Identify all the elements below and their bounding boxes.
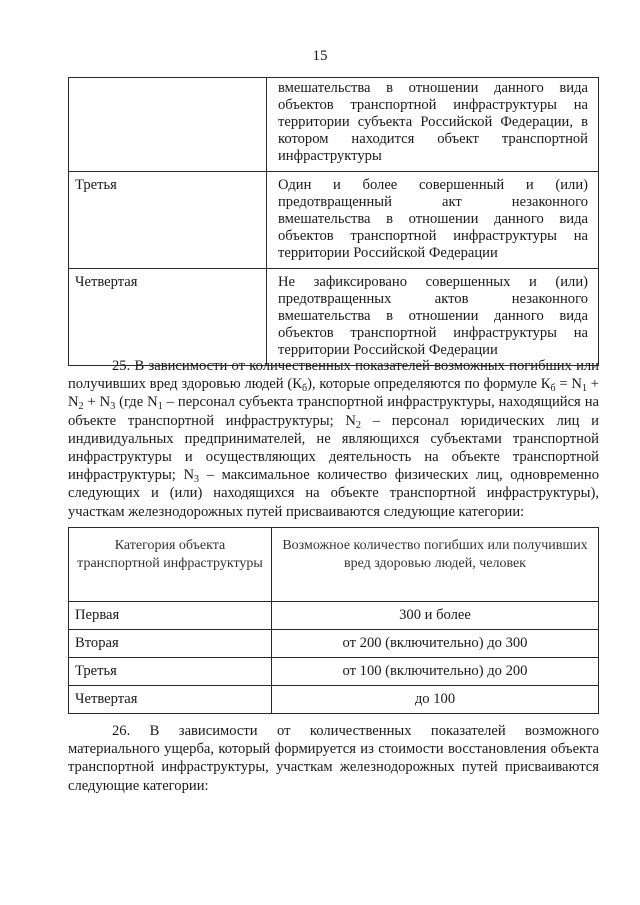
category-cell: Вторая [69,630,272,658]
category-cell: Третья [69,658,272,686]
value-cell: до 100 [272,686,599,714]
table-row [69,630,599,658]
table-row [69,172,599,269]
page-number: 15 [312,48,328,64]
category-cell: Первая [69,602,272,630]
category-cell [69,78,267,172]
table-row [69,269,599,366]
paragraph-26: 26. В зависимости от количественных показателей возможного материального ущерба, который формируется из стоимости восстановления объекта транспортной инфраструктуры, участкам железнодорожных путей присваиваются следующие категории: [68,723,599,794]
category-criteria-table [68,77,599,366]
category-cell: Третья [69,172,267,269]
table-row [69,686,599,714]
paragraph-25: 25. В зависимости от количественных показателей возможных погибших или получивших вред здоровью людей $(К_б)$, которые определяются по формуле $К_б = N_1 + N_2 + N_3$ (где $N_1$ – персонал субъекта транспортной инфраструктуры, находящийся на объекте транспортной инфраструктуры; $N_2$ – персонал юридических лиц и индивидуальных предпринимателей, не являющихся субъектами транспортной инфраструктуры и осуществляющих деятельность на объекте транспортной инфраструктуры; $N_3$ – максимальное количество физических лиц, одновременно следующих и (или) находящихся на объекте транспортной инфраструктуры), участкам железнодорожных путей присваиваются следующие категории: [68,358,599,520]
table-row [69,658,599,686]
description-cell: вмешательства в отношении данного вида объектов транспортной инфраструктуры на территории субъекта Российской Федерации, в котором находится объект транспортной инфраструктуры [267,78,599,172]
header-value: Возможное количество погибших или получивших вред здоровью людей, человек [272,528,599,602]
casualties-category-table [68,527,599,714]
value-cell: от 100 (включительно) до 200 [272,658,599,686]
header-category: Категория объекта транспортной инфраструктуры [69,528,272,602]
table-row [69,602,599,630]
description-cell: Один и более совершенный и (или) предотвращенный акт незаконного вмешательства в отношении данного вида объектов транспортной инфраструктуры на территории Российской Федерации [267,172,599,269]
description-cell: Не зафиксировано совершенных и (или) предотвращенных актов незаконного вмешательства в отношении данного вида объектов транспортной инфраструктуры на территории Российской Федерации [267,269,599,366]
table-row [69,78,599,172]
value-cell: 300 и более [272,602,599,630]
value-cell: от 200 (включительно) до 300 [272,630,599,658]
category-cell: Четвертая [69,686,272,714]
category-cell: Четвертая [69,269,267,366]
table-header-row [69,528,599,602]
